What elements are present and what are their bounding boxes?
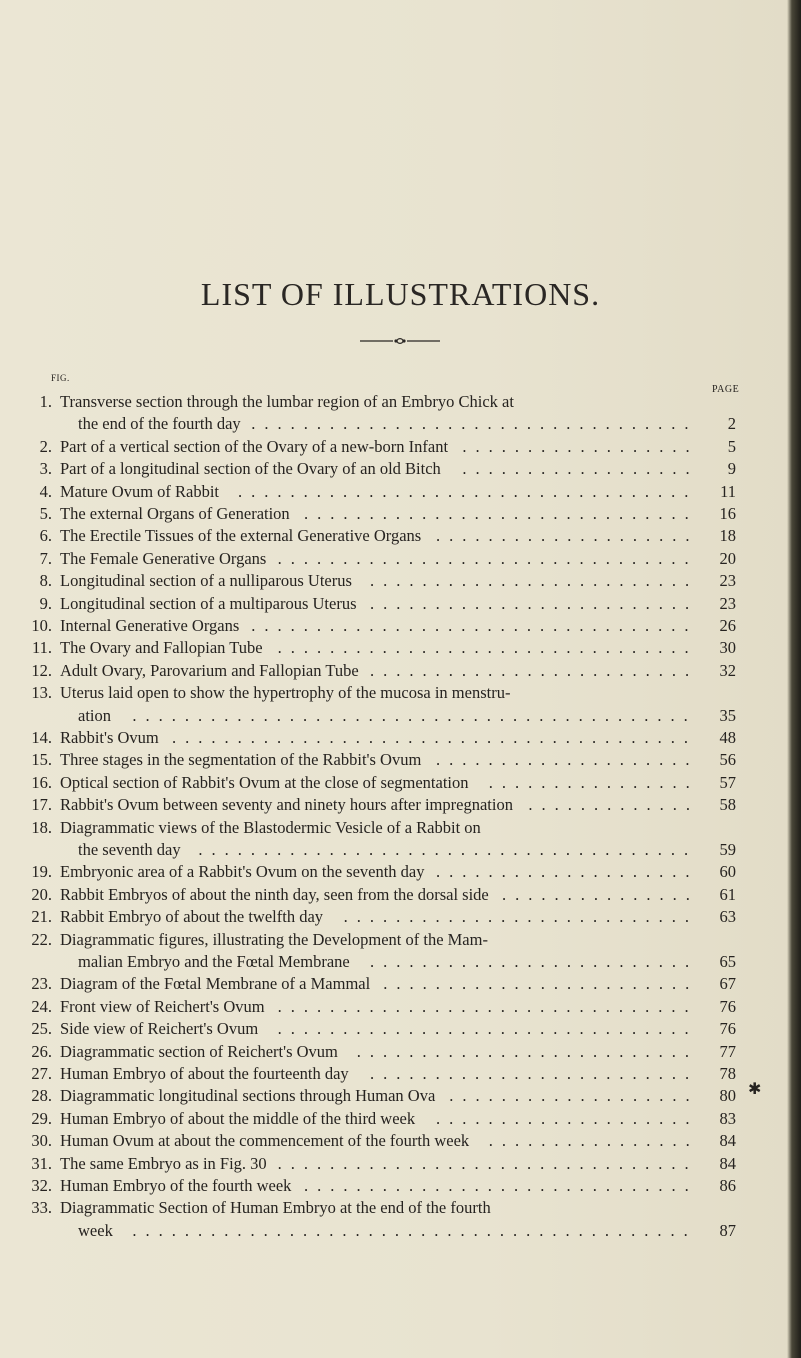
figure-number: 28. — [31, 1086, 52, 1106]
figure-number: 7. — [39, 548, 52, 568]
list-item — [18, 1175, 736, 1197]
list-item — [18, 525, 736, 547]
list-item — [18, 391, 736, 413]
leader-dots: ................................ — [277, 1019, 698, 1039]
figure-number: 5. — [39, 504, 52, 523]
figure-number: 25. — [31, 1019, 52, 1039]
figure-title: Diagrammatic views of the Blastodermic Vesicle of a Rabbit on — [60, 817, 481, 837]
list-item-continuation — [18, 705, 736, 727]
page-number: 2 — [727, 414, 736, 434]
page-number: 5 — [727, 436, 736, 456]
figure-title: Side view of Reichert's Ovum — [60, 1019, 259, 1039]
page-number: 59 — [719, 840, 736, 859]
figure-number: 27. — [31, 1064, 52, 1083]
page-number: 18 — [719, 526, 736, 546]
leader-dots: ......................... — [370, 571, 699, 591]
leader-dots: ......................... — [370, 952, 699, 971]
list-item — [18, 1108, 736, 1130]
list-item — [18, 637, 736, 659]
leader-dots: ................... — [449, 1086, 699, 1106]
figure-number: 10. — [31, 616, 52, 635]
figure-number: 33. — [31, 1198, 52, 1218]
leader-dots: ................................ — [277, 996, 698, 1016]
figure-number: 11. — [31, 638, 52, 658]
figure-number: 20. — [31, 884, 52, 904]
list-item — [18, 436, 736, 458]
page-number: 84 — [719, 1153, 736, 1173]
figure-title: Diagrammatic figures, illustrating the Development of the Mam- — [60, 929, 488, 949]
list-item — [18, 682, 736, 704]
list-item — [18, 481, 736, 503]
figure-title-continuation: ation — [78, 705, 111, 725]
figure-title: Transverse section through the lumbar region of an Embryo Chick at — [60, 392, 514, 411]
leader-dots: ........................... — [343, 907, 698, 927]
leader-dots: ........................................... — [132, 705, 697, 725]
figure-number: 3. — [39, 459, 52, 479]
figure-title: Rabbit's Ovum between seventy and ninety hours after impregnation — [60, 795, 513, 815]
list-item — [18, 660, 736, 682]
page-number: 83 — [719, 1108, 736, 1128]
leader-dots: .................................. — [251, 414, 698, 434]
leader-dots: .................... — [436, 750, 699, 770]
page-number: 26 — [719, 616, 736, 635]
page-number: 76 — [719, 1019, 736, 1039]
figure-title: Part of a vertical section of the Ovary of a new-born Infant — [60, 436, 449, 456]
page-number: 67 — [719, 974, 736, 994]
leader-dots: ................ — [488, 1131, 699, 1151]
figure-number: 23. — [31, 974, 52, 994]
list-item — [18, 749, 736, 771]
figure-number: 31. — [31, 1153, 52, 1173]
list-item — [18, 727, 736, 749]
page-number: 11 — [720, 481, 736, 501]
page-number: 56 — [719, 750, 736, 770]
page-number: 30 — [719, 638, 736, 658]
figure-number: 30. — [31, 1131, 52, 1151]
figure-title: Part of a longitudinal section of the Ovary of an old Bitch — [60, 459, 441, 479]
figure-number: 12. — [31, 660, 52, 680]
page-number: 58 — [719, 795, 736, 815]
list-item — [18, 1063, 736, 1085]
fig-column-header: FIG. — [51, 373, 70, 383]
leader-dots: ...................................... — [198, 840, 698, 859]
figure-title: Longitudinal section of a nulliparous Uterus — [60, 571, 352, 591]
page-number: 63 — [719, 907, 736, 927]
figure-number: 17. — [31, 795, 52, 815]
figure-number: 24. — [31, 996, 52, 1016]
page-column-header: PAGE — [712, 384, 740, 395]
list-item-continuation — [18, 951, 736, 973]
list-item — [18, 503, 736, 525]
list-item — [18, 548, 736, 570]
figure-title-continuation: the end of the fourth day — [78, 414, 241, 434]
figure-title: Mature Ovum of Rabbit — [60, 481, 220, 501]
page-number: 86 — [719, 1176, 736, 1195]
leader-dots: ......................... — [370, 1064, 699, 1083]
leader-dots: .............................. — [304, 504, 698, 523]
figure-title-continuation: week — [78, 1220, 113, 1240]
figure-title: Diagrammatic longitudinal sections through Human Ova — [60, 1086, 436, 1106]
leader-dots: ................................ — [277, 638, 698, 658]
figure-title: Internal Generative Organs — [60, 616, 240, 635]
page-number: 60 — [719, 862, 736, 882]
figure-number: 26. — [31, 1041, 52, 1061]
figure-title: Diagrammatic section of Reichert's Ovum — [60, 1041, 338, 1061]
list-item — [18, 570, 736, 592]
title-ornament — [360, 336, 440, 346]
leader-dots: .................... — [436, 1108, 699, 1128]
figure-number: 14. — [31, 728, 52, 747]
list-item — [18, 1197, 736, 1219]
figure-title: Longitudinal section of a multiparous Uterus — [60, 593, 357, 613]
list-item — [18, 1085, 736, 1107]
leader-dots: ........................ — [383, 974, 699, 994]
leader-dots: ......................... — [370, 660, 699, 680]
page-number: 23 — [719, 593, 736, 613]
page-number: 20 — [719, 548, 736, 568]
figure-number: 9. — [39, 593, 52, 613]
figure-title: The Ovary and Fallopian Tube — [60, 638, 263, 658]
page-number: 57 — [719, 772, 736, 792]
list-item — [18, 1153, 736, 1175]
list-item — [18, 1130, 736, 1152]
page-number: 77 — [719, 1041, 736, 1061]
figure-number: 1. — [39, 392, 52, 411]
leader-dots: ........................................... — [132, 1220, 697, 1240]
figure-number: 18. — [31, 817, 52, 837]
leader-dots: ................................ — [277, 548, 698, 568]
figure-title: Diagrammatic Section of Human Embryo at the end of the fourth — [60, 1198, 491, 1218]
list-item — [18, 593, 736, 615]
page-number: 84 — [719, 1131, 736, 1151]
page-number: 61 — [719, 884, 736, 904]
figure-title: Uterus laid open to show the hypertrophy of the mucosa in menstru- — [60, 683, 511, 703]
page-number: 80 — [719, 1086, 736, 1106]
list-item-continuation — [18, 1220, 736, 1242]
list-item — [18, 615, 736, 637]
leader-dots: .......................... — [356, 1041, 699, 1061]
figure-number: 8. — [39, 571, 52, 591]
list-item — [18, 996, 736, 1018]
figure-number: 16. — [31, 772, 52, 792]
list-item — [18, 929, 736, 951]
list-item — [18, 973, 736, 995]
figure-number: 6. — [39, 526, 52, 546]
list-item-continuation — [18, 413, 736, 435]
page-number: 16 — [719, 504, 736, 523]
figure-number: 32. — [31, 1176, 52, 1195]
figure-title: Rabbit Embryos of about the ninth day, seen from the dorsal side — [60, 884, 489, 904]
leader-dots: ........................................ — [172, 728, 697, 747]
leader-dots: ................ — [488, 772, 699, 792]
leader-dots: ................................ — [277, 1153, 698, 1173]
figure-number: 29. — [31, 1108, 52, 1128]
figure-title: Human Embryo of about the fourteenth day — [60, 1064, 349, 1083]
figure-number: 4. — [39, 481, 52, 501]
leader-dots: .................................. — [251, 616, 698, 635]
list-item — [18, 906, 736, 928]
figure-number: 15. — [31, 750, 52, 770]
figure-title: Human Embryo of about the middle of the third week — [60, 1108, 416, 1128]
leader-dots: ................................... — [238, 481, 698, 501]
leader-dots: .................. — [462, 459, 699, 479]
figure-title-continuation: the seventh day — [78, 840, 181, 859]
page-number: 76 — [719, 996, 736, 1016]
leader-dots: ............. — [528, 795, 700, 815]
page-title: LIST OF ILLUSTRATIONS. — [200, 276, 601, 312]
figure-title: Front view of Reichert's Ovum — [60, 996, 265, 1016]
page-number: 78 — [719, 1064, 736, 1083]
figure-title: Human Embryo of the fourth week — [60, 1176, 292, 1195]
figure-title: Three stages in the segmentation of the Rabbit's Ovum — [60, 750, 422, 770]
leader-dots: .................... — [436, 862, 699, 882]
leader-dots: .................. — [462, 436, 699, 456]
figure-title: Embryonic area of a Rabbit's Ovum on the seventh day — [60, 862, 425, 882]
figure-number: 19. — [31, 862, 52, 882]
leader-dots: ......................... — [370, 593, 699, 613]
list-item — [18, 1018, 736, 1040]
leader-dots: .............................. — [304, 1176, 698, 1195]
list-item — [18, 458, 736, 480]
list-item — [18, 817, 736, 839]
figure-title-continuation: malian Embryo and the Fœtal Membrane — [78, 952, 350, 971]
figure-title: Human Ovum at about the commencement of the fourth week — [60, 1131, 470, 1151]
figure-number: 21. — [31, 907, 52, 927]
list-item — [18, 794, 736, 816]
figure-title: The Erectile Tissues of the external Generative Organs — [60, 526, 422, 546]
leader-dots: ............... — [502, 884, 699, 904]
marginal-mark: ✱ — [748, 1081, 762, 1098]
page-number: 65 — [719, 952, 736, 971]
figure-title: Rabbit's Ovum — [60, 728, 159, 747]
page-edge-shadow — [787, 0, 801, 1358]
figure-number: 13. — [31, 683, 52, 703]
list-item — [18, 861, 736, 883]
figure-title: The Female Generative Organs — [60, 548, 267, 568]
figure-title: The same Embryo as in Fig. 30 — [60, 1153, 267, 1173]
page-number: 87 — [719, 1220, 736, 1240]
list-item-continuation — [18, 839, 736, 861]
figure-title: Adult Ovary, Parovarium and Fallopian Tube — [60, 660, 359, 680]
figure-title: Diagram of the Fœtal Membrane of a Mammal — [60, 974, 371, 994]
page-number: 9 — [727, 459, 736, 479]
list-item — [18, 1041, 736, 1063]
figure-title: The external Organs of Generation — [60, 504, 290, 523]
figure-number: 2. — [39, 436, 52, 456]
leader-dots: .................... — [436, 526, 699, 546]
list-item — [18, 772, 736, 794]
page-number: 23 — [719, 571, 736, 591]
page-number: 35 — [719, 705, 736, 725]
page-number: 32 — [719, 660, 736, 680]
figure-title: Rabbit Embryo of about the twelfth day — [60, 907, 324, 927]
figure-title: Optical section of Rabbit's Ovum at the close of segmentation — [60, 772, 469, 792]
figure-number: 22. — [31, 929, 52, 949]
page-number: 48 — [719, 728, 736, 747]
list-item — [18, 884, 736, 906]
